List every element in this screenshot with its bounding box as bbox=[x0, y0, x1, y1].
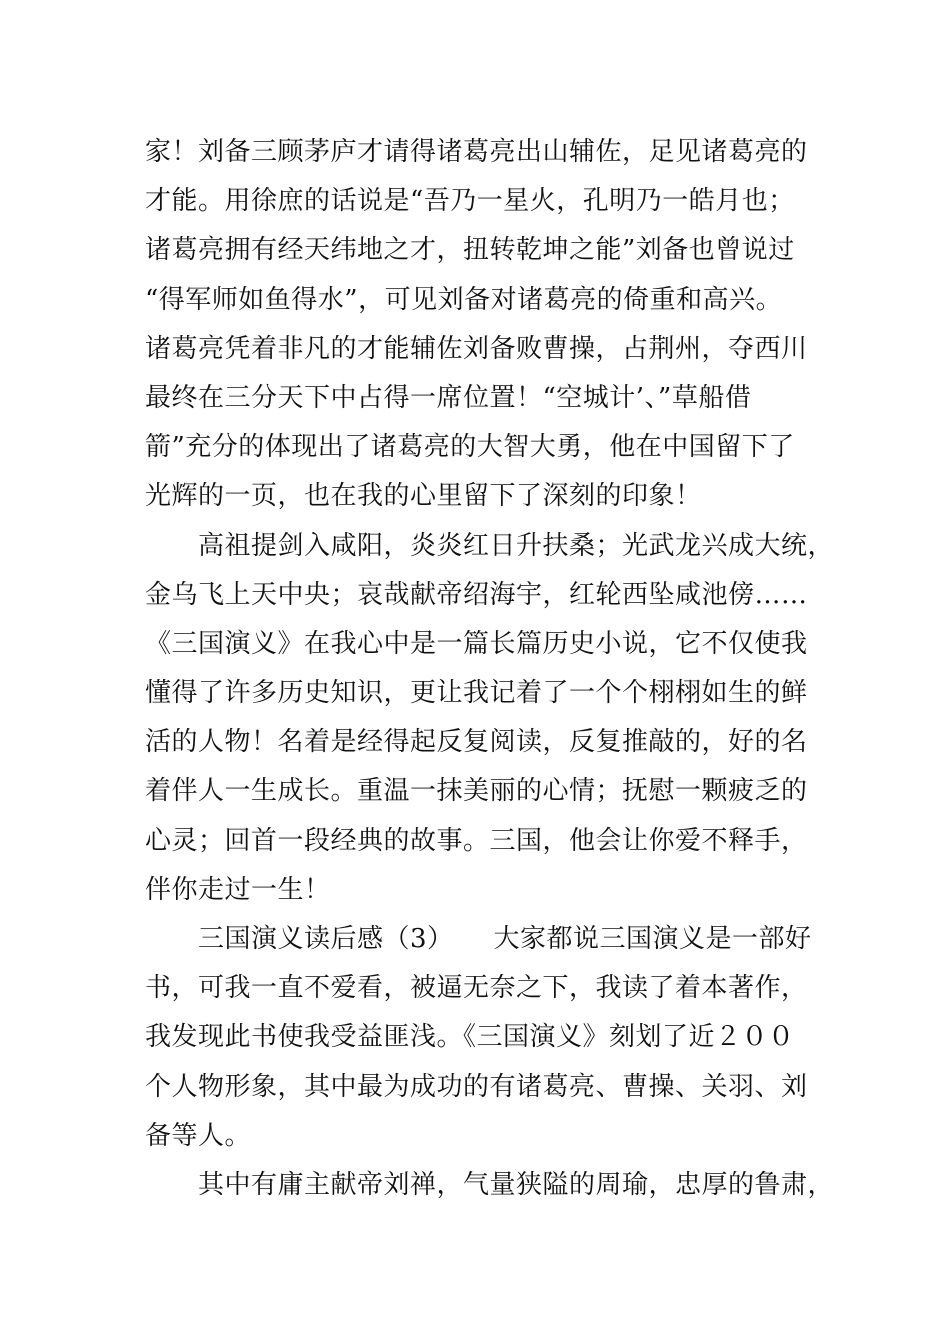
text-line: 活的人物！名着是经得起反复阅读，反复推敲的，好的名 bbox=[145, 727, 808, 758]
text-line: 家！刘备三顾茅庐才请得诸葛亮出山辅佐，足见诸葛亮的 bbox=[145, 137, 808, 167]
text-line: 高祖提剑入咸阳，炎炎红日升扶桑；光武龙兴成大统， bbox=[145, 530, 835, 561]
text-line: 心灵；回首一段经典的故事。三国，他会让你爱不释手， bbox=[145, 825, 808, 856]
text-line: 三国演义读后感（3） 大家都说三国演义是一部好 bbox=[145, 924, 812, 954]
text-line: 才能。用徐庶的话说是“吾乃一星火，孔明乃一皓月也； bbox=[145, 186, 795, 217]
text-line: 箭”充分的体现出了诸葛亮的大智大勇，他在中国留下了 bbox=[145, 432, 795, 463]
text-line: 我发现此书使我受益匪浅。《三国演义》刻划了近２００ bbox=[145, 1022, 795, 1053]
text-line: 书，可我一直不爱看，被逼无奈之下，我读了着本著作， bbox=[145, 973, 808, 1004]
text-line: 诸葛亮拥有经天纬地之才，扭转乾坤之能”刘备也曾说过 bbox=[145, 235, 795, 266]
text-line: 懂得了许多历史知识，更让我记着了一个个栩栩如生的鲜 bbox=[145, 678, 808, 709]
text-line: 着伴人一生成长。重温一抹美丽的心情；抚慰一颗疲乏的 bbox=[145, 776, 808, 807]
text-line: “得军师如鱼得水”，可见刘备对诸葛亮的倚重和高兴。 bbox=[145, 284, 783, 315]
text-line: 金乌飞上天中央；哀哉献帝绍海宇，红轮西坠咸池傍…… bbox=[145, 579, 808, 610]
text-line: 伴你走过一生！ bbox=[145, 874, 331, 905]
text-line: 其中有庸主献帝刘禅，气量狭隘的周瑜，忠厚的鲁肃， bbox=[145, 1169, 835, 1200]
document-body bbox=[145, 128, 835, 1210]
text-line: 光辉的一页，也在我的心里留下了深刻的印象！ bbox=[145, 481, 702, 512]
text-line: 诸葛亮凭着非凡的才能辅佐刘备败曹操，占荆州，夺西川 bbox=[145, 333, 808, 364]
text-line: 《三国演义》在我心中是一篇长篇历史小说，它不仅使我 bbox=[145, 628, 808, 659]
text-line: 个人物形象，其中最为成功的有诸葛亮、曹操、关羽、刘 bbox=[145, 1071, 808, 1102]
text-line: 备等人。 bbox=[145, 1120, 252, 1151]
text-line: 最终在三分天下中占得一席位置！“空城计’、”草船借 bbox=[145, 382, 752, 413]
